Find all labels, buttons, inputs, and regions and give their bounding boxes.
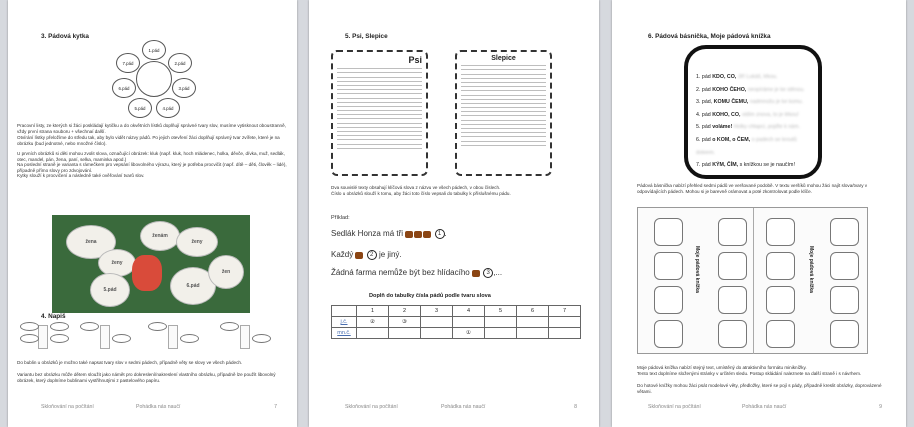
footer-left: Skloňování na počítání [648, 404, 701, 410]
table-row [332, 328, 581, 339]
poem-line: 1. pád KDO, CO, Jiří Lukáš, lékou. [696, 74, 778, 80]
footer-left: Skloňování na počítání [41, 404, 94, 410]
petal-6: 6.pád [112, 78, 136, 98]
poem-line: 5. pád voláme! Holky chlapci, pojďte k nám. [696, 124, 800, 131]
speech-bubble [112, 334, 131, 343]
table-cell[interactable] [517, 317, 549, 328]
document-page-8 [309, 0, 599, 427]
booklet-title: Moje pádová knížka [808, 246, 814, 293]
footer-left: Skloňování na počítání [345, 404, 398, 410]
paragraph: Moje pádová knížka nabízí stejný text, umístěný do atraktivního formátu miniknížky. [637, 365, 807, 370]
document-page-9 [612, 0, 906, 427]
footer-center: Pohádka nás naučí [136, 404, 181, 410]
page-number: 9 [879, 404, 882, 410]
petal-7: 7.pád [116, 53, 140, 73]
table-header-cell: 2 [389, 306, 421, 317]
example-text: Každý [331, 250, 354, 260]
flower-photo [52, 215, 250, 313]
footer-center: Pohádka nás naučí [441, 404, 486, 410]
hens-text-box [455, 50, 552, 176]
table-cell[interactable] [421, 317, 453, 328]
table-cell[interactable]: ③ [389, 317, 421, 328]
speech-bubble [180, 334, 199, 343]
speech-bubble [50, 322, 69, 331]
paragraph: U prvních obrázků si děti mohou zvolit slova, označující obrázek: kluk (např. kluk, hoch mládenec, holka, děvče, dívka, muž, sedlák, otec, mandel, pán, žena, paní, selka, maminka apod.) [17, 151, 285, 162]
section-heading: 5. Psi, Slepice [345, 33, 388, 40]
paragraph: Variantu bez obrázku může dětem sloužit jako námět pro dokreslení/nakreslení vlastního obrázku, případně lze použít libovolný obrázek, který doplníme bublinami vystřihnutými z pastelového papíru. [17, 372, 276, 383]
box-title: Psi [408, 55, 422, 65]
example-text: je jiný. [378, 250, 402, 260]
footer-center: Pohádka nás naučí [742, 404, 787, 410]
photo-card: žena [66, 225, 116, 259]
speech-bubble [50, 334, 69, 343]
dog-icon [423, 231, 431, 238]
box-title: Slepice [491, 55, 516, 62]
example-text: Sedlák Honza má tři [331, 229, 404, 239]
speech-bubble [252, 334, 271, 343]
petal-2: 2.pád [168, 53, 192, 73]
table-cell[interactable] [421, 328, 453, 339]
dog-icon [405, 231, 413, 238]
table-row [332, 317, 581, 328]
petal-3: 3.pád [172, 78, 196, 98]
table-cell[interactable] [549, 317, 581, 328]
photo-card: ženy [176, 227, 218, 257]
example-line-3: Žádná farma nemůže být bez hlídacího 3 ,... [331, 268, 503, 278]
paragraph: Dva souvislé texty obsahují klíčová slova z názvu ve všech pádech, v obou číslech. [331, 185, 501, 190]
section-heading: 4. Napiš [41, 313, 66, 320]
example-line-1: Sedlák Honza má tři 1 . [331, 229, 447, 239]
flower-center [136, 61, 172, 97]
speech-bubble [20, 334, 39, 343]
table-cell[interactable] [549, 328, 581, 339]
paragraph: Do hotové knížky mohou žáci psát modelové věty, předložky, které se pojí s pády, případně kreslit obrázky, doprovázené větami. [637, 383, 882, 394]
dog-icon [472, 270, 480, 277]
table-header-cell: 5 [485, 306, 517, 317]
booklet-template [637, 207, 868, 354]
photo-card: ženy [98, 249, 136, 277]
table-header-cell: 1 [357, 306, 389, 317]
poem-line: 4. pád KOHO, CO, vidím znova, to je lékou! [696, 111, 799, 118]
poem-line: 3. pád, KOMU ČEMU, nadmnožu je ke komu. [696, 99, 804, 106]
number-circle: 1 [435, 229, 445, 239]
speech-bubble [80, 322, 99, 331]
booklet-title: Moje pádová knížka [694, 246, 700, 293]
paragraph: Číslo u obrázků slouží k tomu, aby žáci toto číslo vepsali do tabulky k příslušnému pádu. [331, 191, 511, 196]
table-header-cell [332, 306, 357, 317]
table-cell[interactable] [357, 328, 389, 339]
paragraph: Kytky slouží k procvičení a následně také ověřování tvarů slov. [17, 173, 145, 178]
figure-illustration [168, 325, 178, 349]
photo-card: 6.pád [170, 267, 216, 305]
table-cell[interactable]: ① [453, 328, 485, 339]
table-header-cell: 7 [549, 306, 581, 317]
speech-bubble [20, 322, 39, 331]
table-cell[interactable] [453, 317, 485, 328]
table-header-cell: 4 [453, 306, 485, 317]
dog-icon [355, 252, 363, 259]
poem-line: 6. pád o KOM, o ČEM, o padech se kroutů doteem. [696, 136, 797, 156]
paragraph: Pádová básnička nabízí přehled sedmi pádů ve veršované podobě. V textu veršíků mohou žáci najít slova/tvary v odpovídajících pádech. Mohou si je barevně orámovat a poté zkontrolovat podle klíče. [637, 183, 868, 194]
case-flower-diagram [112, 38, 196, 120]
petal-5: 5.pád [128, 98, 152, 118]
number-circle: 2 [367, 250, 377, 260]
row-label: mn.č. [332, 328, 357, 339]
row-label: j.č. [332, 317, 357, 328]
number-circle: 3 [483, 268, 493, 278]
figure-illustration [100, 325, 110, 349]
table-header-row [332, 306, 581, 317]
figure-illustration [240, 325, 250, 349]
table-header-cell: 3 [421, 306, 453, 317]
paragraph: Pracovní listy, ze kterých si žáci poskládají kytičku a do okvětních lístků doplňují správné tvary slov, musíme vytisknout oboustranně, vždy první strana souboru + všechnaí další. [17, 123, 286, 134]
dogs-text-box [331, 50, 428, 176]
document-page-7 [8, 0, 297, 427]
table-cell[interactable]: ② [357, 317, 389, 328]
example-label: Příklad: [331, 215, 350, 221]
photo-card: žen [208, 255, 244, 289]
paragraph: Tento text doplníme složenými stránky v určitém sledu. Postup skládání naleznete na další straně i s návrhem. [637, 371, 862, 376]
dog-icon [414, 231, 422, 238]
speech-bubble [148, 322, 167, 331]
paragraph: Do bublin u obrázků je možno také napsat tvary slov v sedmi pádech, případně věty se slovy ve všech pádech. [17, 360, 243, 365]
table-cell[interactable] [517, 328, 549, 339]
poem-line: 7. pád KÝM, ČÍM, s knížkou se je naučím! [696, 162, 795, 169]
paragraph: Na poslední straně je varianta s rámečkem pro vepsání libovolného výrazu, který je potřeba procvičit (např. dítě – děti, člověk – lidé), případně přímo slovy pro zdvojování. [17, 162, 287, 173]
section-heading: 6. Pádová básnička, Moje pádová knížka [648, 33, 771, 40]
photo-figure [132, 255, 162, 291]
table-header-cell: 6 [517, 306, 549, 317]
section-heading: 3. Pádová kytka [41, 33, 89, 40]
paragraph: Otvírání lístky přeložíme do středu tak, aby bylo vidět názvy pádů. Po jejich otevření žáci doplňují správný tvar zvířete, které je na obrázku (bud jednotné, nebo množné číslo). [17, 135, 280, 146]
example-text: Žádná farma nemůže být bez hlídacího [331, 268, 470, 278]
photo-card: 5.pád [90, 273, 130, 307]
figure-illustration [38, 325, 48, 349]
table-title: Doplň do tabulky čísla pádů podle tvaru slova [369, 293, 491, 299]
page-number: 7 [274, 404, 277, 410]
page-number: 8 [574, 404, 577, 410]
example-line-2 [331, 250, 402, 260]
petal-4: 4.pád [156, 98, 180, 118]
table-cell[interactable] [389, 328, 421, 339]
case-poem-box [684, 45, 822, 179]
case-table [331, 305, 581, 339]
speech-bubble [220, 322, 239, 331]
table-cell[interactable] [485, 317, 517, 328]
poem-line: 2. pád KOHO ČEHO, neopíráme je ke stěnou. [696, 86, 805, 93]
photo-card: ženám [140, 221, 180, 251]
petal-1: 1.pád [142, 40, 166, 60]
table-cell[interactable] [485, 328, 517, 339]
